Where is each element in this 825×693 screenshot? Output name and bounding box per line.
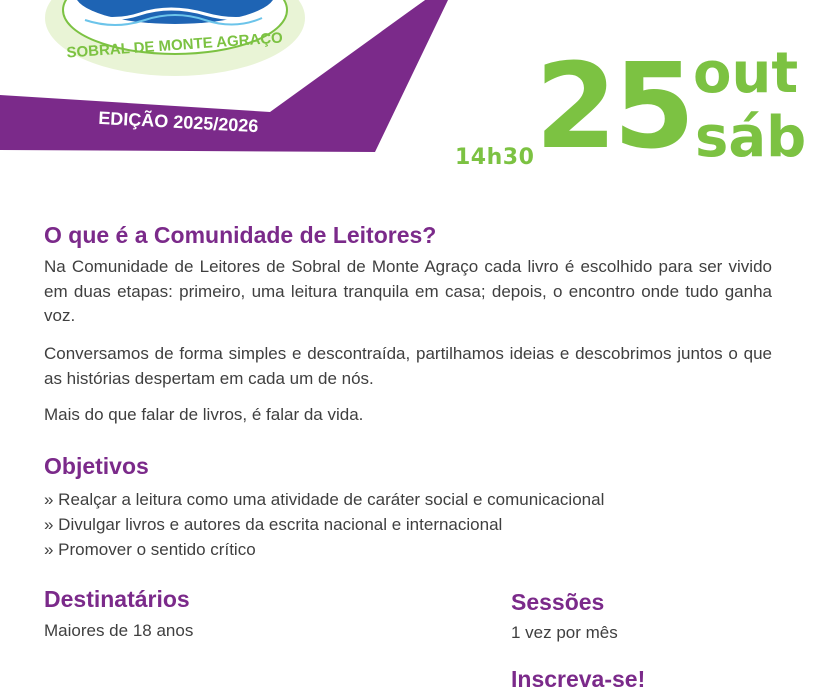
about-paragraph-3: Mais do que falar de livros, é falar da vida.: [44, 405, 364, 424]
objective-item: » Divulgar livros e autores da escrita nacional e internacional: [44, 515, 503, 534]
sessions-text: 1 vez por mês: [511, 623, 618, 642]
about-paragraph-2: Conversamos de forma simples e descontraída, partilhamos ideias e descobrimos juntos o que as histórias despertam em cada um de nós.: [44, 344, 772, 388]
objectives-list: [44, 487, 604, 562]
audience-text: Maiores de 18 anos: [44, 621, 194, 640]
edition-label: EDIÇÃO 2025/2026: [97, 107, 259, 137]
event-weekday: sáb: [695, 105, 807, 170]
about-heading: O que é a Comunidade de Leitores?: [44, 222, 437, 248]
logo-text: SOBRAL DE MONTE AGRAÇO: [66, 29, 284, 62]
signup-heading: Inscreva-se!: [511, 666, 646, 692]
event-day: 25: [535, 37, 692, 175]
objective-item: » Promover o sentido crítico: [44, 540, 256, 559]
event-month: out: [693, 41, 799, 106]
event-time: 14h30: [455, 145, 535, 170]
about-paragraph-1: Na Comunidade de Leitores de Sobral de Monte Agraço cada livro é escolhido para ser vivido em duas etapas: primeiro, uma leitura tranquila em casa; depois, o encontro onde tudo ganha voz.: [44, 257, 772, 325]
sessions-heading: Sessões: [511, 589, 605, 615]
event-date: [455, 37, 815, 182]
objectives-heading: Objetivos: [44, 453, 149, 479]
objective-item: » Realçar a leitura como uma atividade de caráter social e comunicacional: [44, 490, 605, 509]
audience-heading: Destinatários: [44, 586, 190, 612]
